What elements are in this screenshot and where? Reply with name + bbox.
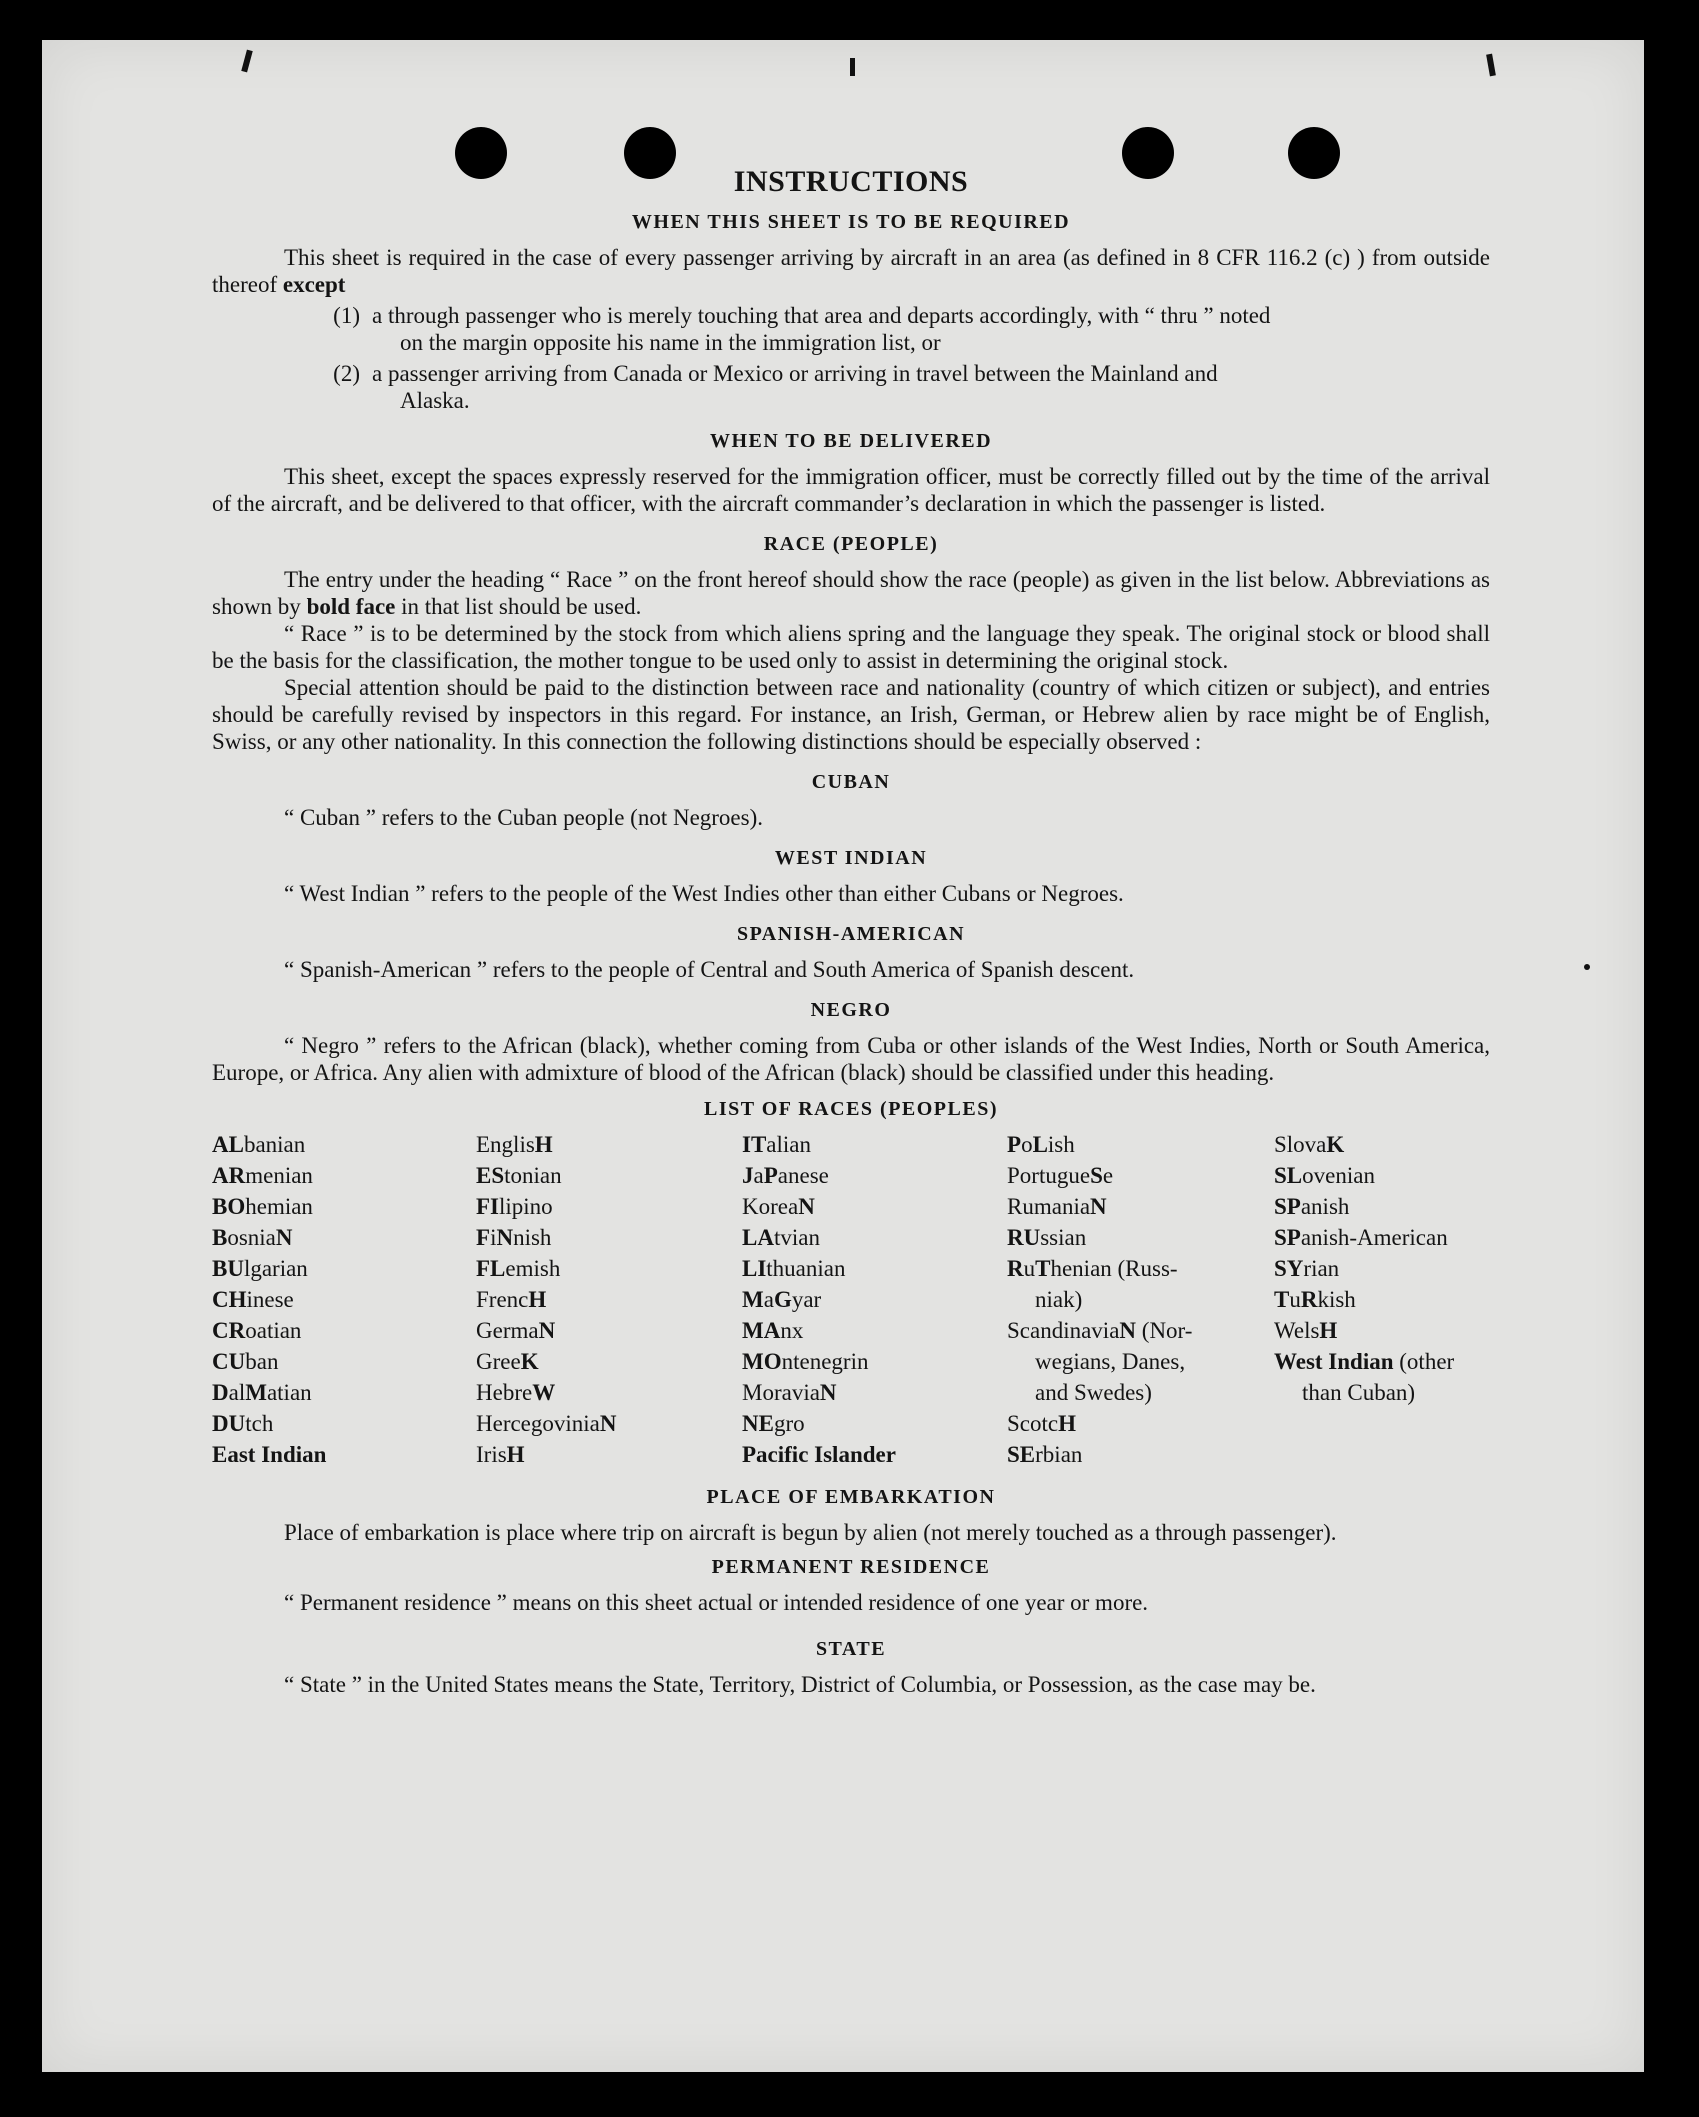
item-line: a through passenger who is merely touching that area and departs accordingly, with “ thru ” noted [372, 303, 1271, 328]
race-entry: FLemish [476, 1256, 561, 1281]
paragraph-when-required [212, 244, 1490, 298]
races-column [1007, 1129, 1274, 1470]
race-entry: CRoatian [212, 1318, 302, 1343]
ink-dot [1584, 964, 1590, 970]
paragraph-race-1 [212, 566, 1490, 620]
paragraph-west-indian: “ West Indian ” refers to the people of the West Indies other than either Cubans or Negroes. [284, 881, 1124, 906]
heading-race: RACE (PEOPLE) [763, 533, 939, 555]
item-number: (2) [333, 361, 360, 386]
ink-mark [1486, 54, 1496, 77]
race-entry: ARmenian [212, 1163, 313, 1188]
bold-text: except [282, 272, 346, 297]
race-entry: WelsH [1274, 1318, 1338, 1343]
race-entry: Pacific Islander [742, 1442, 896, 1467]
race-entry: PortugueSe [1007, 1163, 1114, 1188]
instructions-body [212, 165, 1490, 1698]
page-title: INSTRUCTIONS [733, 165, 969, 198]
item-line: a passenger arriving from Canada or Mexico or arriving in travel between the Mainland and [372, 361, 1218, 386]
item-line: Alaska. [400, 388, 470, 413]
race-entry: MoraviaN [742, 1380, 837, 1405]
race-entry: than Cuban) [1302, 1380, 1416, 1405]
heading-spanish-american: SPANISH-AMERICAN [736, 923, 966, 945]
race-entry: LIthuanian [742, 1256, 846, 1281]
races-table [212, 1129, 1490, 1470]
race-entry: ALbanian [212, 1132, 306, 1157]
race-entry: and Swedes) [1035, 1380, 1152, 1405]
paragraph-spanish-american: “ Spanish-American ” refers to the people of Central and South America of Spanish descent. [284, 957, 1135, 982]
race-entry: KoreaN [742, 1194, 815, 1219]
race-entry: DalMatian [212, 1380, 312, 1405]
race-entry: DUtch [212, 1411, 274, 1436]
race-entry: RumaniaN [1007, 1194, 1107, 1219]
race-entry: IrisH [476, 1442, 525, 1467]
race-entry: PoLish [1007, 1132, 1075, 1157]
item-text [372, 360, 1490, 414]
race-entry: HercegoviniaN [476, 1411, 617, 1436]
heading-negro: NEGRO [810, 999, 892, 1021]
heading-west-indian: WEST INDIAN [774, 847, 928, 869]
heading-cuban: CUBAN [811, 771, 891, 793]
races-column [212, 1129, 476, 1470]
heading-when-required: WHEN THIS SHEET IS TO BE REQUIRED [631, 211, 1071, 233]
text: This sheet is required in the case of every passenger arriving by aircraft in an area (as defined in 8 CFR 116.2 (c) ) from outside thereof [212, 245, 1490, 297]
race-entry: ITalian [742, 1132, 811, 1157]
race-entry: HebreW [476, 1380, 556, 1405]
race-entry: West Indian (other [1274, 1349, 1455, 1374]
bold-text: bold face [306, 594, 396, 619]
ink-mark [241, 50, 252, 73]
heading-when-delivered: WHEN TO BE DELIVERED [709, 430, 993, 452]
paragraph-cuban: “ Cuban ” refers to the Cuban people (not Negroes). [284, 805, 764, 830]
race-entry: FrencH [476, 1287, 547, 1312]
paragraph-race-3: Special attention should be paid to the distinction between race and nationality (country of which citizen or subject), and entries should be carefully revised by inspectors in this regard. For instance, an Irish, German, or Hebrew alien by race might be of English, Swiss, or any other nationality. In this connection the following distinctions should be especially observed : [212, 675, 1490, 754]
race-entry: GreeK [476, 1349, 539, 1374]
race-entry: MaGyar [742, 1287, 822, 1312]
race-entry: LAtvian [742, 1225, 820, 1250]
race-entry: CHinese [212, 1287, 294, 1312]
paragraph-state: “ State ” in the United States means the State, Territory, District of Columbia, or Possession, as the case may be. [284, 1672, 1316, 1697]
list-item [212, 302, 1490, 356]
race-entry: SYrian [1274, 1256, 1340, 1281]
race-entry: SErbian [1007, 1442, 1083, 1467]
paragraph-embarkation: Place of embarkation is place where trip on aircraft is begun by alien (not merely touched as a through passenger). [284, 1520, 1337, 1545]
race-entry: MAnx [742, 1318, 804, 1343]
heading-list-of-races: LIST OF RACES (PEOPLES) [703, 1098, 998, 1120]
heading-state: STATE [815, 1638, 887, 1660]
race-entry: BOhemian [212, 1194, 313, 1219]
text: in that list should be used. [401, 594, 642, 619]
race-entry: wegians, Danes, [1035, 1349, 1186, 1374]
race-entry: niak) [1035, 1287, 1083, 1312]
paragraph-residence: “ Permanent residence ” means on this sheet actual or intended residence of one year or more. [284, 1590, 1149, 1615]
race-entry: GermaN [476, 1318, 556, 1343]
race-entry: NEgro [742, 1411, 805, 1436]
race-entry: SLovenian [1274, 1163, 1375, 1188]
paragraph-race-2: “ Race ” is to be determined by the stock from which aliens spring and the language they speak. The original stock or blood shall be the basis for the classification, the mother tongue to be used only to assist in determining the original stock. [212, 621, 1490, 673]
paragraph-negro: “ Negro ” refers to the African (black), whether coming from Cuba or other islands of the West Indies, North or South America, Europe, or Africa. Any alien with admixture of blood of the African (black) should be classified under this heading. [212, 1033, 1490, 1085]
item-line: on the margin opposite his name in the immigration list, or [400, 330, 941, 355]
heading-embarkation: PLACE OF EMBARKATION [706, 1486, 996, 1508]
race-entry: ScotcH [1007, 1411, 1076, 1436]
race-entry: TuRkish [1274, 1287, 1356, 1312]
race-entry: JaPanese [742, 1163, 829, 1188]
race-entry: SPanish-American [1274, 1225, 1448, 1250]
race-entry: RUssian [1007, 1225, 1087, 1250]
race-entry: SlovaK [1274, 1132, 1345, 1157]
race-entry: CUban [212, 1349, 279, 1374]
races-column [1274, 1129, 1490, 1470]
list-item [212, 360, 1490, 414]
race-entry: ScandinaviaN (Nor- [1007, 1318, 1193, 1343]
heading-residence: PERMANENT RESIDENCE [711, 1556, 991, 1578]
race-entry: SPanish [1274, 1194, 1350, 1219]
race-entry: FiNnish [476, 1225, 552, 1250]
races-column [742, 1129, 1007, 1470]
race-entry: EStonian [476, 1163, 562, 1188]
race-entry: MOntenegrin [742, 1349, 869, 1374]
race-entry: RuThenian (Russ- [1007, 1256, 1178, 1281]
paragraph-when-delivered: This sheet, except the spaces expressly reserved for the immigration officer, must be correctly filled out by the time of the arrival of the aircraft, and be delivered to that officer, with the aircraft commander’s declaration in which the passenger is listed. [212, 464, 1490, 516]
race-entry: FIlipino [476, 1194, 553, 1219]
item-text [372, 302, 1490, 356]
race-entry: BUlgarian [212, 1256, 308, 1281]
race-entry: East Indian [212, 1442, 327, 1467]
race-entry: EnglisH [476, 1132, 553, 1157]
race-entry: BosniaN [212, 1225, 293, 1250]
item-number: (1) [333, 303, 360, 328]
races-column [476, 1129, 742, 1470]
ink-mark [850, 58, 855, 76]
text: The entry under the heading “ Race ” on the front hereof should show the race (people) as given in the list below. Abbreviations as shown by [212, 567, 1490, 619]
